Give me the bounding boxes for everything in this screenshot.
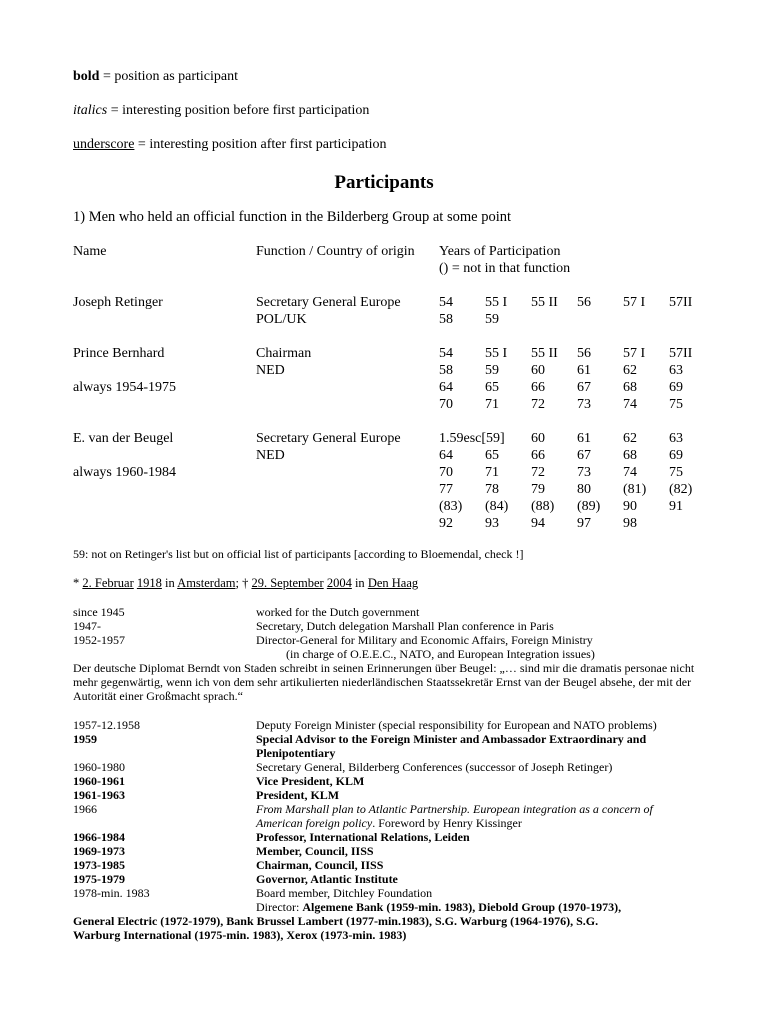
participation-year: 77 — [439, 482, 453, 497]
participation-year: 91 — [669, 499, 683, 514]
header-function: Function / Country of origin — [256, 244, 415, 259]
participation-year: 59 — [485, 363, 499, 378]
participation-year: 71 — [485, 397, 499, 412]
participation-year: 55 I — [485, 295, 508, 310]
career-position: Secretary General, Bilderberg Conferences (successor of Joseph Retinger) — [256, 760, 613, 774]
participation-year: 65 — [485, 448, 499, 463]
participation-year: 74 — [623, 465, 637, 480]
career-entry — [73, 774, 723, 788]
career-position: Vice President, KLM — [256, 774, 365, 788]
participation-year: 55 II — [531, 295, 558, 310]
career-position: Governor, Atlantic Institute — [256, 872, 398, 886]
participation-year: 67 — [577, 380, 591, 395]
participation-year: 69 — [669, 380, 683, 395]
footnote: 59: not on Retinger's list but on official list of participants [according to Bloemendal, check !] — [73, 547, 524, 561]
participation-year: 78 — [485, 482, 499, 497]
participant-name: Joseph Retinger — [73, 295, 163, 310]
participation-year: 67 — [577, 448, 591, 463]
participation-year: 74 — [623, 397, 637, 412]
participation-year: 56 — [577, 295, 591, 310]
participant-function: Secretary General Europe — [256, 431, 401, 446]
career-position: Special Advisor to the Foreign Minister and Ambassador Extraordinary and — [256, 732, 647, 746]
career-date: 1960-1961 — [73, 774, 125, 788]
career-position: Professor, International Relations, Leiden — [256, 830, 470, 844]
participant-name: Prince Bernhard — [73, 346, 165, 361]
participation-year: 54 — [439, 346, 453, 361]
career-position: Plenipotentiary — [256, 746, 336, 760]
german-quote: Der deutsche Diplomat Berndt von Staden schreibt in seinen Erinnerungen über Beugel: „… sind mir die dramatis personae nicht mehr gegenwärtig, wenn ich von dem sehr artikulierten niederländischen Staatssekretär Ernst van der Beugel absehe, der mit der Autorität einer Großmacht sprach.“ — [73, 661, 695, 703]
participation-year: 1.59esc[59] — [439, 431, 505, 446]
participation-year: 60 — [531, 363, 545, 378]
section-heading: 1) Men who held an official function in the Bilderberg Group at some point — [73, 209, 511, 225]
career-entry — [73, 647, 723, 661]
header-name: Name — [73, 244, 107, 259]
career-date: 1960-1980 — [73, 760, 125, 774]
participation-year: (89) — [577, 499, 601, 514]
participation-year: 92 — [439, 516, 453, 531]
career-position: Board member, Ditchley Foundation — [256, 886, 433, 900]
participation-year: 55 II — [531, 346, 558, 361]
participation-year: 65 — [485, 380, 499, 395]
career-position: Secretary, Dutch delegation Marshall Plan conference in Paris — [256, 619, 554, 633]
participation-year: 79 — [531, 482, 545, 497]
career-list-early — [73, 605, 723, 661]
participation-year: 62 — [623, 363, 637, 378]
participation-year: 72 — [531, 397, 545, 412]
participation-year: 57 I — [623, 346, 646, 361]
participation-year: 68 — [623, 380, 637, 395]
participation-year: 61 — [577, 363, 591, 378]
participation-year: 68 — [623, 448, 637, 463]
participant-function: Secretary General Europe — [256, 295, 401, 310]
career-list — [73, 718, 723, 900]
participation-year: 72 — [531, 465, 545, 480]
participation-year: 98 — [623, 516, 637, 531]
participant-function: Chairman — [256, 346, 312, 361]
participation-year: 66 — [531, 448, 545, 463]
career-position: Member, Council, IISS — [256, 844, 374, 858]
career-entry — [73, 858, 723, 872]
career-date: 1959 — [73, 732, 97, 746]
career-date: 1947- — [73, 619, 101, 633]
career-entry — [73, 746, 723, 760]
participation-year: 93 — [485, 516, 499, 531]
participation-year: 97 — [577, 516, 591, 531]
document-page: bold = position as participant italics = interesting position before first participation underscore = interesting position after first participation Participants 1) Men who held an official function in the Bilderberg Group at some point Name Function / Country of origin Years of Participation () = not in that function Joseph Retinger Secretary General Europe 54 55 I 55 II 56 57 I 57II POL/UK 58 59 Prince Bernhard Chairman 54 55 I 55 II 56 57 I 57II NED 58 59 60 61 62 63 always 1954-1975 64 65 66 67 68 69 70 71 72 73 74 75 E. van der Beugel Secretary General Europe 1.59esc[59] 60 61 62 63 NED 64 65 66 67 68 69 always 1960-1984 70 71 72 73 74 75 77 78 79 80 (81) (82) (83) (84) (88) (89) 90 91 92 93 94 97 98 59: not on Retinger's list but on official list of participants [according to Bloemendal, check !] * 2. Februar 1918 in Amsterdam; † 29. September 2004 in Den Haag since 1945 worked for the Dutch government 1947- Secretary, Dutch delegation Marshall Plan conference in Paris 1952-1957 Director-General for Military and Economic Affairs, Foreign Ministry (in charge of O.E.E.C., NATO, and European Integration issues) Der deutsche Diplomat Berndt von Staden schreibt in seinen Erinnerungen über Beugel: „… sind mir die dramatis personae nicht mehr gegenwärtig, wenn ich von dem sehr artikulierten niederländischen Staatssekretär Ernst van der Beugel absehe, der mit der Autorität einer Großmacht sprach.“ 1957-12.1958 Deputy Foreign Minister (special responsibility for European and NATO problems) 1959 Special Advisor to the Foreign Minister and Ambassador Extraordinary and Plenipotentiary 1960-1980 Secretary General, Bilderberg Conferences (successor of Joseph Retinger) 1960-1961 Vice President, KLM 1961-1963 President, KLM 1966 From Marshall plan to Atlantic Partnership. European integration as a concern of American foreign policy. Foreword by Henry Kissinger 1966-1984 Professor, International Relations, Leiden 1969-1973 Member, Council, IISS 1973-1985 Chairman, Council, IISS 1975-1979 Governor, Atlantic Institute 1978-min. 1983 Board member, Ditchley Foundation Director: Algemene Bank (1959-min. 1983), Diebold Group (1970-1973), General Electric (1972-1979), Bank Brussel Lambert (1977-min.1983), S.G. Warburg (1964-1976), S.G. Warburg International (1975-min. 1983), Xerox (1973-min. 1983) — [0, 0, 768, 1024]
participation-year: 63 — [669, 431, 683, 446]
participation-year: 70 — [439, 397, 453, 412]
participation-year: 61 — [577, 431, 591, 446]
page-title: Participants — [334, 172, 434, 193]
participation-year: 71 — [485, 465, 499, 480]
participation-year: 66 — [531, 380, 545, 395]
participation-year: 64 — [439, 448, 453, 463]
career-entry — [73, 830, 723, 844]
career-position: worked for the Dutch government — [256, 605, 420, 619]
career-entry — [73, 633, 723, 647]
career-date: 1975-1979 — [73, 872, 125, 886]
participant-function: NED — [256, 363, 285, 378]
participation-year: 80 — [577, 482, 591, 497]
career-date: 1973-1985 — [73, 858, 125, 872]
career-position: President, KLM — [256, 788, 340, 802]
participation-year: 58 — [439, 363, 453, 378]
career-position: From Marshall plan to Atlantic Partnership. European integration as a concern of — [256, 802, 653, 816]
participant-name: always 1954-1975 — [73, 380, 177, 395]
participation-year: (83) — [439, 499, 463, 514]
participation-year: (88) — [531, 499, 555, 514]
career-position: Chairman, Council, IISS — [256, 858, 384, 872]
participation-year: 94 — [531, 516, 545, 531]
participation-year: 60 — [531, 431, 545, 446]
career-entry — [73, 816, 723, 830]
career-date: 1961-1963 — [73, 788, 125, 802]
participation-year: 62 — [623, 431, 637, 446]
participation-year: (84) — [485, 499, 509, 514]
participation-year: 75 — [669, 465, 683, 480]
participation-year: 70 — [439, 465, 453, 480]
career-entry — [73, 619, 723, 633]
participant-name: E. van der Beugel — [73, 431, 174, 446]
participant-function: NED — [256, 448, 285, 463]
legend-underscore: underscore = interesting position after first participation — [73, 137, 387, 152]
participation-year: 63 — [669, 363, 683, 378]
career-entry — [73, 760, 723, 774]
career-entry — [73, 718, 723, 732]
career-position: Deputy Foreign Minister (special responsibility for European and NATO problems) — [256, 718, 657, 732]
career-date: 1978-min. 1983 — [73, 886, 150, 900]
participation-year: 57II — [669, 346, 693, 361]
participation-year: 90 — [623, 499, 637, 514]
career-entry — [73, 844, 723, 858]
participation-year: 57II — [669, 295, 693, 310]
career-date: 1966-1984 — [73, 830, 125, 844]
participation-year: (82) — [669, 482, 693, 497]
participation-year: 73 — [577, 465, 591, 480]
career-position: (in charge of O.E.E.C., NATO, and European Integration issues) — [256, 647, 595, 661]
participation-year: 64 — [439, 380, 453, 395]
participation-year: 55 I — [485, 346, 508, 361]
career-date: 1952-1957 — [73, 633, 125, 647]
participation-year: 54 — [439, 295, 453, 310]
career-entry — [73, 605, 723, 619]
career-entry — [73, 872, 723, 886]
legend-italics: italics = interesting position before first participation — [73, 103, 370, 118]
header-years: Years of Participation — [439, 244, 561, 259]
career-entry — [73, 788, 723, 802]
career-entry — [73, 886, 723, 900]
career-entry — [73, 732, 723, 746]
legend-bold: bold = position as participant — [73, 69, 239, 84]
participation-year: (81) — [623, 482, 647, 497]
participant-function: POL/UK — [256, 312, 307, 327]
participation-year: 56 — [577, 346, 591, 361]
career-date: since 1945 — [73, 605, 125, 619]
career-date: 1969-1973 — [73, 844, 125, 858]
career-date: 1966 — [73, 802, 97, 816]
participation-year: 75 — [669, 397, 683, 412]
birth-death-line: * 2. Februar 1918 in Amsterdam; † 29. September 2004 in Den Haag — [73, 576, 419, 590]
career-date: 1957-12.1958 — [73, 718, 140, 732]
director-list: Director: Algemene Bank (1959-min. 1983), Diebold Group (1970-1973), General Electric (1972-1979), Bank Brussel Lambert (1977-min.1983), S.G. Warburg (1964-1976), S.G. Warburg International (1975-min. 1983), Xerox (1973-min. 1983) — [73, 900, 622, 942]
participation-year: 57 I — [623, 295, 646, 310]
participation-year: 59 — [485, 312, 499, 327]
career-entry — [73, 802, 723, 816]
career-position: Director-General for Military and Economic Affairs, Foreign Ministry — [256, 633, 593, 647]
participation-year: 58 — [439, 312, 453, 327]
participation-year: 69 — [669, 448, 683, 463]
career-position: American foreign policy. Foreword by Henry Kissinger — [256, 816, 522, 830]
participant-name: always 1960-1984 — [73, 465, 177, 480]
participation-year: 73 — [577, 397, 591, 412]
